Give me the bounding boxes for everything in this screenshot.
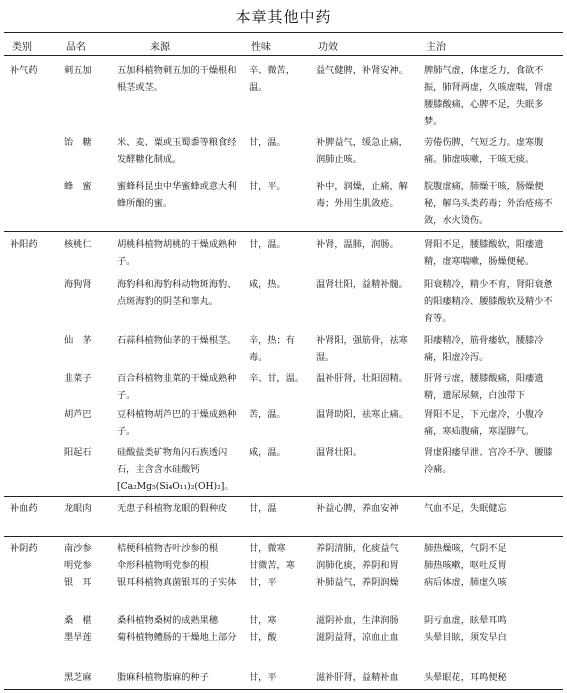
drug-name: 南沙参 bbox=[64, 543, 92, 554]
drug-effect: 滋阴补血，生津润肠 bbox=[316, 615, 399, 626]
drug-source: 银耳科植物真菌银耳的子实体 bbox=[117, 577, 237, 588]
drug-effect: 温肾壮阳。 bbox=[316, 447, 362, 458]
drug-name: 仙 茅 bbox=[64, 335, 92, 346]
drug-name: 胡芦巴 bbox=[64, 409, 92, 420]
section-divider bbox=[4, 231, 563, 232]
drug-source: 脂麻科植物脂麻的种子 bbox=[117, 672, 209, 683]
drug-indication: 肝肾亏虚，腰膝酸痛，阳痿遗精，遗尿尿频，白浊带下 bbox=[424, 373, 544, 401]
drug-indication: 阳痿精冷，筋骨痿软，腰膝冷痛，阳虚冷泻。 bbox=[424, 335, 544, 363]
drug-source: 伞形科植物明党参的根 bbox=[117, 560, 209, 571]
drug-name: 墨旱莲 bbox=[64, 632, 92, 643]
category-yang: 补阳药 bbox=[10, 239, 38, 250]
drug-indication: 阳衰精冷，精少不育，肾阳衰惫的阳痿精冷、腰膝酸软及精少不育等。 bbox=[424, 279, 553, 324]
drug-effect: 补肾阳，强筋骨，祛寒湿。 bbox=[316, 335, 408, 363]
drug-name: 刺五加 bbox=[64, 65, 92, 76]
header-source: 来源 bbox=[150, 42, 170, 53]
drug-name: 银 耳 bbox=[64, 577, 92, 588]
drug-effect: 补益心脾，养血安神 bbox=[316, 503, 399, 514]
drug-source: 无患子科植物龙眼的假种皮 bbox=[117, 503, 228, 514]
drug-source: 桑科植物桑树的成熟果穗 bbox=[117, 615, 219, 626]
drug-source: 桔梗科植物杏叶沙参的根 bbox=[117, 543, 219, 554]
drug-indication: 肺热咳嗽，呕吐反胃 bbox=[424, 560, 507, 571]
drug-name: 蜂 蜜 bbox=[64, 181, 92, 192]
drug-name: 阳起石 bbox=[64, 447, 92, 458]
category-blood: 补血药 bbox=[10, 503, 38, 514]
drug-indication: 阴亏血虚，眩晕耳鸣 bbox=[424, 615, 507, 626]
header-effect: 功效 bbox=[318, 42, 338, 53]
drug-source: 百合科植物韭菜的干燥成熟种子。 bbox=[117, 373, 237, 401]
drug-source: 石蒜科植物仙茅的干燥根茎。 bbox=[117, 335, 237, 346]
header-taste: 性味 bbox=[251, 42, 271, 53]
drug-effect: 滋阴益肾，凉血止血 bbox=[316, 632, 399, 643]
drug-indication: 肾虚阳痿早泄、宫冷不孕、腰膝冷痛。 bbox=[424, 447, 553, 475]
drug-source: 菊科植物鳢肠的干燥地上部分 bbox=[117, 632, 237, 643]
drug-effect: 补肺益气，养阴润燥 bbox=[316, 577, 399, 588]
drug-taste: 甘，温。 bbox=[249, 239, 286, 250]
drug-name: 饴 糖 bbox=[64, 137, 92, 148]
drug-source: 胡桃科植物胡桃的干燥成熟种子。 bbox=[117, 239, 237, 267]
drug-taste: 甘，寒 bbox=[249, 615, 277, 626]
drug-taste: 甘，温。 bbox=[249, 137, 286, 148]
section-divider bbox=[4, 496, 563, 497]
category-qi: 补气药 bbox=[10, 65, 38, 76]
drug-effect: 养阴清肺，化痰益气 bbox=[316, 543, 399, 554]
drug-effect: 温补肝肾，壮阳固精。 bbox=[316, 373, 408, 384]
drug-source: 硅酸盐类矿物角闪石族透闪石，主含含水硅酸钙 bbox=[117, 447, 228, 475]
drug-source: 五加科植物刺五加的干燥根和根茎或茎。 bbox=[117, 65, 237, 93]
drug-taste: 甘，温 bbox=[249, 503, 277, 514]
drug-indication: 头晕眼花，耳鸣便秘 bbox=[424, 672, 507, 683]
drug-taste: 苦，温。 bbox=[249, 409, 286, 420]
drug-effect: 温肾助阳，祛寒止痛。 bbox=[316, 409, 408, 420]
drug-indication: 劳倦伤脾，气短乏力。虚寒腹痛。肺虚咳嗽，干咳无痰。 bbox=[424, 137, 544, 165]
drug-taste: 辛、微苦，温。 bbox=[249, 65, 295, 93]
drug-indication: 病后体虚，肺虚久咳 bbox=[424, 577, 507, 588]
drug-taste: 甘，平 bbox=[249, 672, 277, 683]
section-divider bbox=[4, 536, 563, 537]
drug-effect: 补脾益气，缓急止痛，润肺止咳。 bbox=[316, 137, 408, 165]
drug-formula: [Ca₂Mg₅(Si₄O₁₁)₂(OH)₂]。 bbox=[117, 481, 234, 492]
drug-indication: 肾阳不足，下元虚冷，小腹冷痛，寒疝腹痛，寒湿脚气。 bbox=[424, 409, 544, 437]
drug-name: 韭菜子 bbox=[64, 373, 92, 384]
drug-indication: 气血不足，失眠健忘 bbox=[424, 503, 507, 514]
drug-taste: 甘，平。 bbox=[249, 181, 286, 192]
drug-source: 米、麦、粟或玉蜀黍等粮食经发酵糖化制成。 bbox=[117, 137, 237, 165]
drug-name: 明党参 bbox=[64, 560, 92, 571]
table-bottom-rule bbox=[4, 689, 563, 690]
drug-taste: 辛、甘，温。 bbox=[249, 373, 305, 384]
table-header-rule bbox=[4, 55, 563, 56]
drug-indication: 脘腹虚痛，肺燥干咳，肠燥便秘，解乌头类药毒；外治疮疡不敛，水火烫伤。 bbox=[424, 181, 553, 226]
drug-effect: 补肾，温肺，润肠。 bbox=[316, 239, 399, 250]
drug-indication: 头晕目眩，须发早白 bbox=[424, 632, 507, 643]
drug-effect: 润肺化痰，养阴和胃 bbox=[316, 560, 399, 571]
drug-indication: 脾肺气虚，体虚乏力，食欲不振，肺肾两虚，久咳虚喘，肾虚腰膝酸痛，心脾不足，失眠多梦。 bbox=[424, 65, 553, 127]
drug-name: 桑 椹 bbox=[64, 615, 92, 626]
drug-indication: 肾阳不足，腰膝酸软，阳痿遗精，虚寒喘嗽，肠燥便秘。 bbox=[424, 239, 544, 267]
drug-name: 海狗肾 bbox=[64, 279, 92, 290]
drug-taste: 甘微苦，寒 bbox=[249, 560, 295, 571]
drug-source: 海豹科和海豹科动物斑海豹、点斑海豹的阴茎和睾丸。 bbox=[117, 279, 237, 307]
drug-taste: 咸，热。 bbox=[249, 279, 286, 290]
table-top-rule bbox=[4, 32, 563, 33]
drug-source: 豆科植物胡芦巴的干燥成熟种子。 bbox=[117, 409, 237, 437]
category-yin: 补阴药 bbox=[10, 543, 38, 554]
drug-taste: 辛，热；有毒。 bbox=[249, 335, 295, 363]
header-name: 品名 bbox=[66, 42, 86, 53]
drug-effect: 益气健脾，补肾安神。 bbox=[316, 65, 408, 76]
header-category: 类别 bbox=[12, 42, 32, 53]
drug-name: 核桃仁 bbox=[64, 239, 92, 250]
header-indication: 主治 bbox=[426, 42, 446, 53]
drug-taste: 甘，酸 bbox=[249, 632, 277, 643]
drug-indication: 肺热燥咳，气阴不足 bbox=[424, 543, 507, 554]
drug-taste: 甘，微寒 bbox=[249, 543, 286, 554]
drug-name: 黑芝麻 bbox=[64, 672, 92, 683]
drug-effect: 补中，润燥，止痛，解毒；外用生肌敛疮。 bbox=[316, 181, 408, 209]
page-title: 本章其他中药 bbox=[235, 8, 332, 26]
drug-effect: 滋补肝肾，益精补血 bbox=[316, 672, 399, 683]
drug-source: 蜜蜂科昆虫中华蜜蜂或意大利蜂所酿的蜜。 bbox=[117, 181, 237, 209]
drug-name: 龙眼肉 bbox=[64, 503, 92, 514]
drug-taste: 甘，平 bbox=[249, 577, 277, 588]
drug-taste: 咸，温。 bbox=[249, 447, 286, 458]
drug-effect: 温肾壮阳，益精补髓。 bbox=[316, 279, 408, 290]
